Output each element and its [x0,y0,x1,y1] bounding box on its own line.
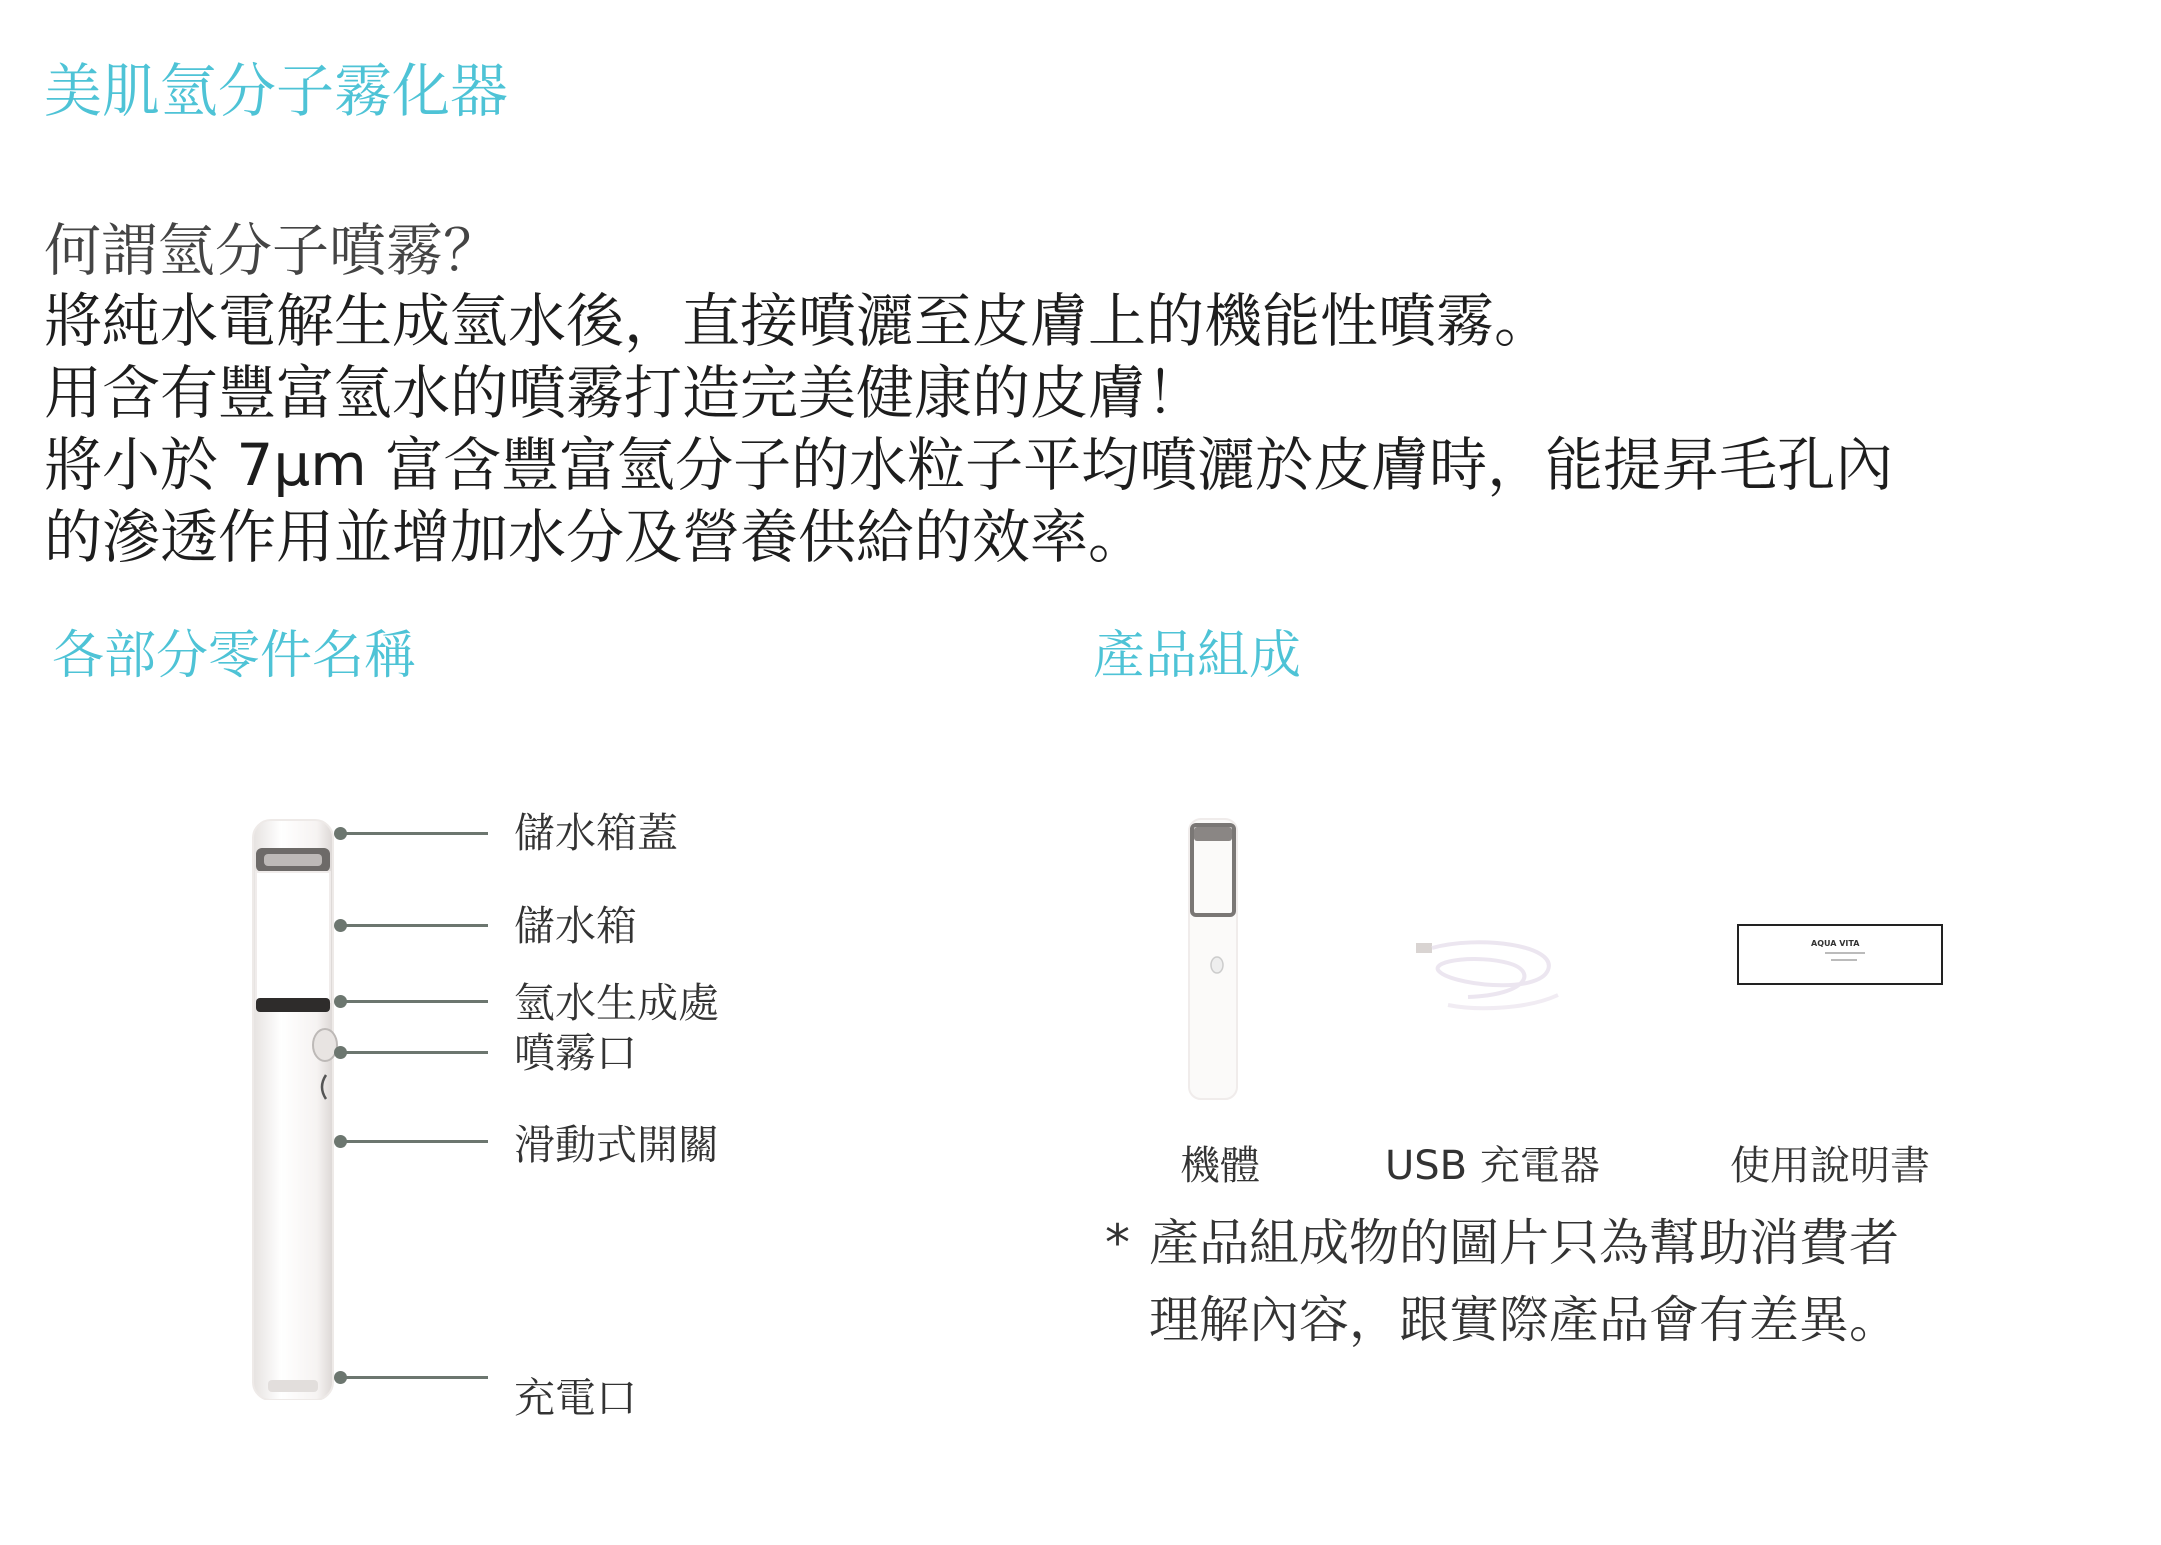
item-usb-charger: USB 充電器 [1385,1143,1600,1189]
page-title: 美肌氫分子霧化器 [44,57,509,125]
label-slide-switch: 滑動式開關 [514,1121,719,1169]
paragraph-line: 將小於 7μm 富含豐富氫分子的水粒子平均噴灑於皮膚時，能提昇毛孔內 [44,431,1894,499]
label-charge-port: 充電口 [514,1374,637,1422]
usb-cable-image [1408,925,1568,1015]
paragraph-line: 的滲透作用並增加水分及營養供給的效率。 [44,503,1147,571]
charge-port-part [268,1380,318,1392]
item-device: 機體 [1180,1143,1260,1189]
electrode-part [256,998,330,1012]
label-water-tank: 儲水箱 [514,902,637,950]
question-heading: 何謂氫分子噴霧？ [44,218,500,284]
leader-line [343,1000,488,1003]
paragraph-line: 將純水電解生成氫水後，直接噴灑至皮膚上的機能性噴霧。 [44,287,1553,355]
device-diagram [228,810,358,1400]
nozzle-part [313,1029,337,1061]
disclaimer-note [1105,1205,1899,1359]
paragraph-line: 用含有豐富氫水的噴霧打造完美健康的皮膚！ [44,359,1205,427]
parts-heading: 各部分零件名稱 [52,626,417,686]
note-line: 產品組成物的圖片只為幫助消費者 [1149,1214,1899,1272]
label-tank-cap: 儲水箱蓋 [514,809,678,857]
label-spray-nozzle: 噴霧口 [514,1029,637,1077]
manual-brand: AQUA VITA [1811,939,1860,948]
tank-part [256,872,330,1002]
leader-line [343,832,488,835]
leader-line [343,1051,488,1054]
leader-line [343,1140,488,1143]
device-image [1175,815,1255,1105]
leader-line [343,1376,488,1379]
label-hydrogen-generator: 氫水生成處 [514,979,719,1027]
intro-paragraph [44,285,1893,573]
note-line: 理解內容，跟實際產品會有差異。 [1149,1291,1899,1349]
note-asterisk: * [1105,1214,1130,1272]
manual-image [1737,924,1943,985]
leader-line [343,924,488,927]
item-manual: 使用說明書 [1730,1143,1930,1189]
contents-heading: 產品組成 [1093,626,1302,686]
